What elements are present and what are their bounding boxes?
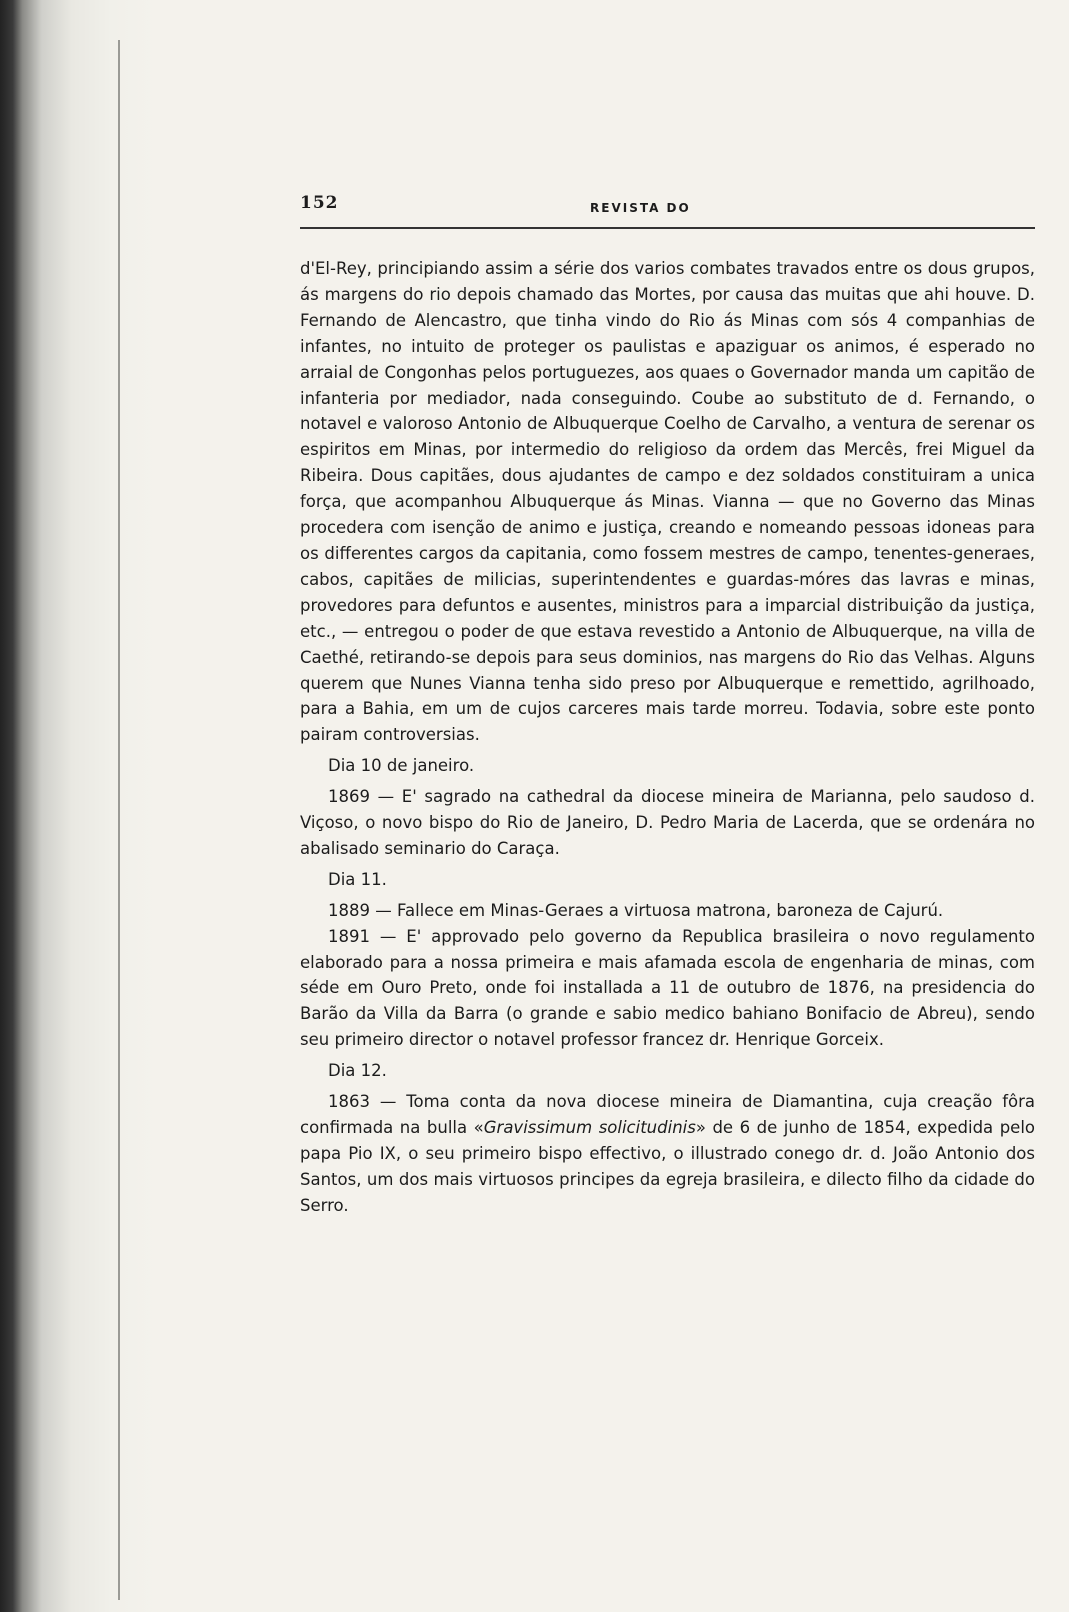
entry-1863-part-a: 1863 — Toma conta da nova diocese mineira de Diamantina, cuja creação fôra confirmada na bulla « — [300, 1092, 1035, 1137]
paragraph-continued: d'El-Rey, principiando assim a série dos varios combates travados entre os dous grupos, ás margens do rio depois chamado das Mortes, por causa das muitas que ahi houve. D. Fernando de Alencastro, que tinha vindo do Rio ás Minas com sós 4 companhias de infantes, no intuito de proteger os paulistas e apaziguar os animos, é esperado no arraial de Congonhas pelos portuguezes, aos quaes o Governador manda um capitão de infanteria por mediador, nada conseguindo. Coube ao substituto de d. Fernando, o notavel e valoroso Antonio de Albuquerque Coelho de Carvalho, a ventura de serenar os espiritos em Minas, por intermedio do religioso da ordem das Mercês, frei Miguel da Ribeira. Dous capitães, dous ajudantes de campo e dez soldados constituiram a unica força, que acompanhou Albuquerque ás Minas. Vianna — que no Governo das Minas procedera com isenção de animo e justiça, creando e nomeando pessoas idoneas para os differentes cargos da capitania, como fossem mestres de campo, tenentes-generaes, cabos, capitães de milicias, superintendentes e guardas-móres das lavras e minas, provedores para defuntos e ausentes, ministros para a imparcial distribuição da justiça, etc., — entregou o poder de que estava revestido a Antonio de Albuquerque, na villa de Caethé, retirando-se depois para seus dominios, nas margens do Rio das Velhas. Alguns querem que Nunes Vianna tenha sido preso por Albuquerque e remettido, agrilhoado, para a Bahia, em um de cujos carceres mais tarde morreu. Todavia, sobre este ponto pairam controversias. — [300, 259, 1035, 745]
entry-1863-part-b: » de 6 de junho de 1854, expedida pelo papa Pio IX, o seu primeiro bispo effectivo, o illustrado conego dr. d. João Antonio dos Santos, um dos mais virtuosos principes da egreja brasileira, e dilecto filho da cidade do Serro. — [300, 1118, 1036, 1215]
entry-1863 — [300, 1089, 1035, 1219]
book-gutter-shadow — [0, 0, 160, 1612]
page-header — [300, 193, 1035, 223]
page-body — [300, 256, 1035, 1219]
date-heading-11: Dia 11. — [328, 869, 387, 889]
running-head: REVISTA DO — [590, 201, 691, 215]
gutter-fold-line — [118, 40, 120, 1600]
entry-1891: 1891 — E' approvado pelo governo da Republica brasileira o novo regulamento elaborado para a nossa primeira e mais afamada escola de engenharia de minas, com séde em Ouro Preto, onde foi installada a 11 de outubro de 1876, na presidencia do Barão da Villa da Barra (o grande e sabio medico bahiano Bonifacio de Abreu), sendo seu primeiro director o notavel professor francez dr. Henrique Gorceix. — [300, 926, 1035, 1050]
header-rule — [300, 227, 1035, 229]
date-heading-10: Dia 10 de janeiro. — [328, 756, 475, 776]
entry-1889: 1889 — Fallece em Minas-Geraes a virtuosa matrona, baroneza de Cajurú. — [328, 900, 944, 920]
book-page — [300, 0, 1035, 1612]
entry-1863-latin-title: Gravissimum solicitudinis — [483, 1118, 696, 1137]
page-number: 152 — [300, 193, 339, 213]
entry-1869: 1869 — E' sagrado na cathedral da diocese mineira de Marianna, pelo saudoso d. Viçoso, o novo bispo do Rio de Janeiro, D. Pedro Maria de Lacerda, que se ordenára no abalisado seminario do Caraça. — [300, 787, 1035, 858]
date-heading-12: Dia 12. — [328, 1061, 387, 1081]
